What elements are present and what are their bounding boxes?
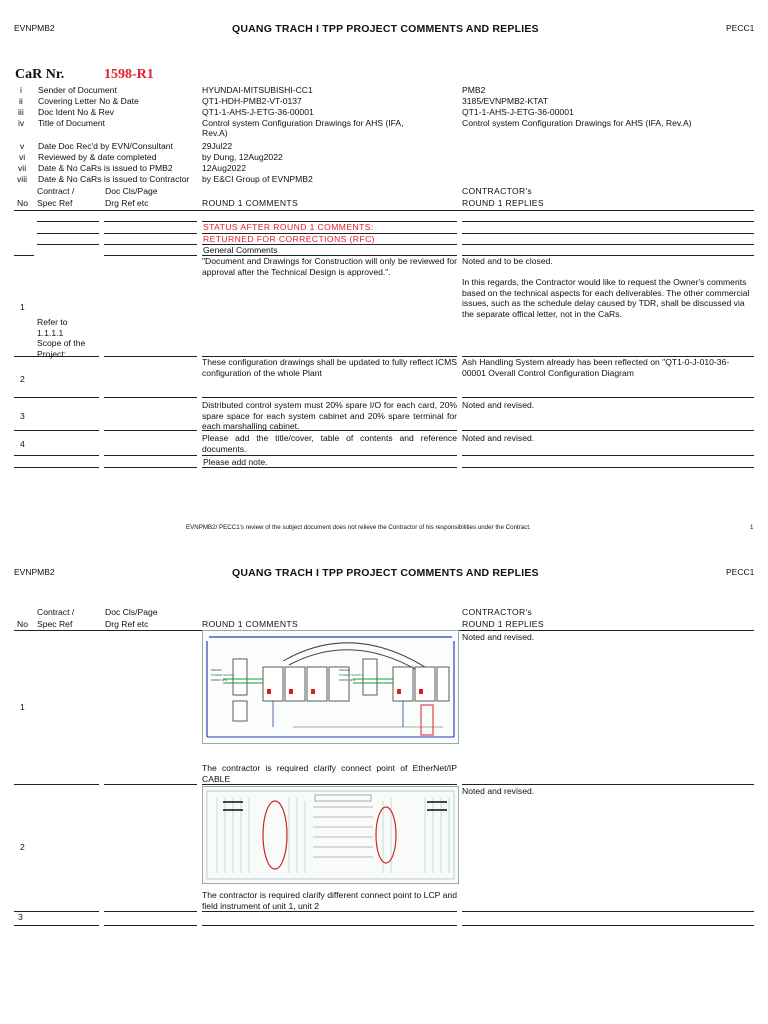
row-comment: Please add note.	[203, 457, 268, 467]
row-comment-p2: The contractor is required clarify connect point of EtherNet/IP CABLE	[202, 763, 457, 784]
info-value: 29Jul22	[202, 141, 233, 151]
rule	[462, 233, 754, 234]
info-index: viii	[17, 174, 28, 184]
rule	[462, 467, 754, 468]
info-label: Title of Document	[38, 118, 106, 128]
footer-disclaimer: EVNPMB2/ PECC1's review of the subject document does not relieve the Contractor of his responsibilities under the Contract.	[186, 524, 531, 531]
rule	[14, 784, 99, 785]
info-row-issued-pmb2	[0, 163, 768, 174]
rule	[104, 233, 197, 234]
rule	[202, 925, 457, 926]
info-index: iv	[18, 118, 25, 128]
col-comments-p2: ROUND 1 COMMENTS	[202, 619, 298, 629]
info-value-2: 3185/EVNPMB2-KTAT	[462, 96, 549, 106]
row-reply: Noted and to be closed.	[462, 256, 553, 266]
row-number-p2: 1	[20, 702, 25, 712]
rule	[202, 467, 457, 468]
col-doc-bot: Drg Ref etc	[105, 198, 149, 208]
rule	[104, 356, 197, 357]
row-comment: These configuration drawings shall be updated to fully reflect ICMS configuration of the whole Plant	[202, 357, 457, 378]
row-reply: Ash Handling System already has been reflected on "QT1-0-J-010-36-00001 Overall Control Configuration Diagram	[462, 357, 730, 378]
status-line-1: STATUS AFTER ROUND 1 COMMENTS:	[203, 222, 374, 232]
rule	[462, 784, 754, 785]
col-no-p2: No	[17, 619, 28, 629]
rule	[37, 244, 99, 245]
rule	[104, 455, 197, 456]
row-number: 2	[20, 374, 25, 384]
rule	[202, 430, 457, 431]
row-number-p2: 3	[18, 912, 23, 922]
rule	[104, 784, 197, 785]
row-comment: Distributed control system must 20% spare I/O for each card, 20% spare space for each system cabinet and 20% spare terminal for each marshalling cabinet.	[202, 400, 457, 431]
figure-label: POWER SUPPLY	[339, 673, 363, 677]
col-replies-top: CONTRACTOR's	[462, 186, 533, 196]
header-left-p2: EVNPMB2	[14, 567, 55, 577]
info-index: v	[20, 141, 25, 151]
col-replies-bot: ROUND 1 REPLIES	[462, 198, 544, 208]
col-doc-top-p2: Doc Cls/Page	[105, 607, 158, 617]
info-index: iii	[18, 107, 24, 117]
rule	[462, 925, 754, 926]
info-index: vii	[18, 163, 27, 173]
rule	[14, 455, 99, 456]
info-value-2: Control system Configuration Drawings for AHS (IFA, Rev.A)	[462, 118, 692, 128]
rule	[462, 221, 754, 222]
header-right: PECC1	[726, 23, 755, 33]
col-replies-top-p2: CONTRACTOR's	[462, 607, 533, 617]
row-number: 1	[20, 302, 25, 312]
rule	[104, 255, 197, 256]
rule	[104, 467, 197, 468]
rule	[462, 455, 754, 456]
rule	[462, 430, 754, 431]
rule	[37, 233, 99, 234]
row-reply-p2: Noted and revised.	[462, 632, 535, 642]
row-comment-p2: The contractor is required clarify different connect point to LCP and field instrument of unit 1, unit 2	[202, 890, 457, 911]
rule	[104, 925, 197, 926]
col-doc-top: Doc Cls/Page	[105, 186, 158, 196]
rule	[104, 911, 197, 912]
rule	[37, 221, 99, 222]
info-row-sender	[0, 85, 768, 96]
rule	[462, 244, 754, 245]
rule	[462, 397, 754, 398]
row-number: 3	[20, 411, 25, 421]
figure-label: FROM UPS	[339, 678, 355, 682]
rule	[202, 784, 457, 785]
rule	[14, 397, 99, 398]
info-value: HYUNDAI-MITSUBISHI-CC1	[202, 85, 313, 95]
header-right-p2: PECC1	[726, 567, 755, 577]
figure-label: FROM UPS	[211, 678, 227, 682]
rule	[104, 430, 197, 431]
col-spec-bot-p2: Spec Ref	[37, 619, 73, 629]
info-index: vi	[19, 152, 26, 162]
figure-label: 230VAC	[339, 668, 350, 672]
configuration-drawing-1-svg	[203, 631, 458, 743]
info-value: 12Aug2022	[202, 163, 246, 173]
info-label: Date & No CaRs is issued to PMB2	[38, 163, 173, 173]
info-label: Date Doc Rec'd by EVN/Consultant	[38, 141, 173, 151]
col-spec-top: Contract /	[37, 186, 75, 196]
page-title-p2: QUANG TRACH I TPP PROJECT COMMENTS AND REPLIES	[232, 567, 539, 579]
header-left: EVNPMB2	[14, 23, 55, 33]
info-value: by E&CI Group of EVNPMB2	[202, 174, 313, 184]
info-row-covering-letter	[0, 96, 768, 107]
info-value-2: PMB2	[462, 85, 486, 95]
figure-label: 230VAC	[211, 668, 222, 672]
rule	[462, 911, 754, 912]
info-value-2: QT1-1-AHS-J-ETG-36-00001	[462, 107, 574, 117]
rule	[14, 430, 99, 431]
car-number: 1598-R1	[104, 67, 154, 82]
info-row-doc-ident	[0, 107, 768, 118]
info-value: QT1-1-AHS-J-ETG-36-00001	[202, 107, 314, 117]
status-line-2: RETURNED FOR CORRECTIONS (RFC)	[203, 234, 375, 244]
configuration-drawing-1	[202, 630, 459, 744]
row-number-p2: 2	[20, 842, 25, 852]
rule	[14, 925, 99, 926]
rule	[14, 467, 99, 468]
col-spec-top-p2: Contract /	[37, 607, 75, 617]
footer-page-number: 1	[750, 524, 754, 531]
rule	[14, 356, 99, 357]
col-no: No	[17, 198, 28, 208]
col-comments: ROUND 1 COMMENTS	[202, 198, 298, 208]
rule	[202, 455, 457, 456]
rule	[104, 397, 197, 398]
info-label: Sender of Document	[38, 85, 117, 95]
row-reply: Noted and revised.	[462, 433, 535, 443]
row-reply-detail: In this regards, the Contractor would like to request the Owner's comments based on the technical aspects for each deliverables. The other commercial issues, such as the schedule delay caused by TDR, shall be discussed via the separate offical letter, not in the CaRs.	[462, 277, 750, 319]
rule	[104, 221, 197, 222]
info-value: Control system Configuration Drawings for AHS (IFA,	[202, 118, 404, 128]
row-number: 4	[20, 439, 25, 449]
col-replies-bot-p2: ROUND 1 REPLIES	[462, 619, 544, 629]
info-label: Date & No CaRs is issued to Contractor	[38, 174, 190, 184]
rule	[14, 255, 34, 256]
rule	[202, 397, 457, 398]
info-index: i	[20, 85, 22, 95]
configuration-drawing-2	[202, 786, 459, 884]
info-row-reviewed-by	[0, 152, 768, 163]
general-comments: General Comments	[203, 245, 278, 255]
info-value: QT1-HDH-PMB2-VT-0137	[202, 96, 302, 106]
info-value: by Dung, 12Aug2022	[202, 152, 283, 162]
row-comment: "Document and Drawings for Construction will only be reviewed for approval after the Technical Design is approved.".	[202, 256, 457, 277]
row-comment: Please add the title/cover, table of contents and reference documents.	[202, 433, 457, 454]
col-spec-bot: Spec Ref	[37, 198, 73, 208]
figure-label: POWER SUPPLY	[211, 673, 235, 677]
header-rule	[14, 210, 754, 211]
info-row-date-received	[0, 141, 768, 152]
page-title: QUANG TRACH I TPP PROJECT COMMENTS AND REPLIES	[232, 23, 539, 35]
row-reply-p2: Noted and revised.	[462, 786, 535, 796]
info-label: Doc Ident No & Rev	[38, 107, 114, 117]
row-reply: Noted and revised.	[462, 400, 535, 410]
rule	[14, 911, 99, 912]
col-doc-bot-p2: Drg Ref etc	[105, 619, 149, 629]
rule	[104, 244, 197, 245]
info-value-cont: Rev.A)	[202, 128, 228, 138]
info-row-issued-contractor	[0, 174, 768, 185]
info-row-title-cont	[0, 128, 768, 139]
configuration-drawing-2-svg	[203, 787, 458, 883]
row-spec-ref: Refer to 1.1.1.1 Scope of the Project:	[37, 317, 86, 359]
rule	[202, 911, 457, 912]
info-label: Covering Letter No & Date	[38, 96, 139, 106]
info-index: ii	[19, 96, 23, 106]
info-label: Reviewed by & date completed	[38, 152, 157, 162]
car-label: CaR Nr.	[15, 67, 65, 82]
